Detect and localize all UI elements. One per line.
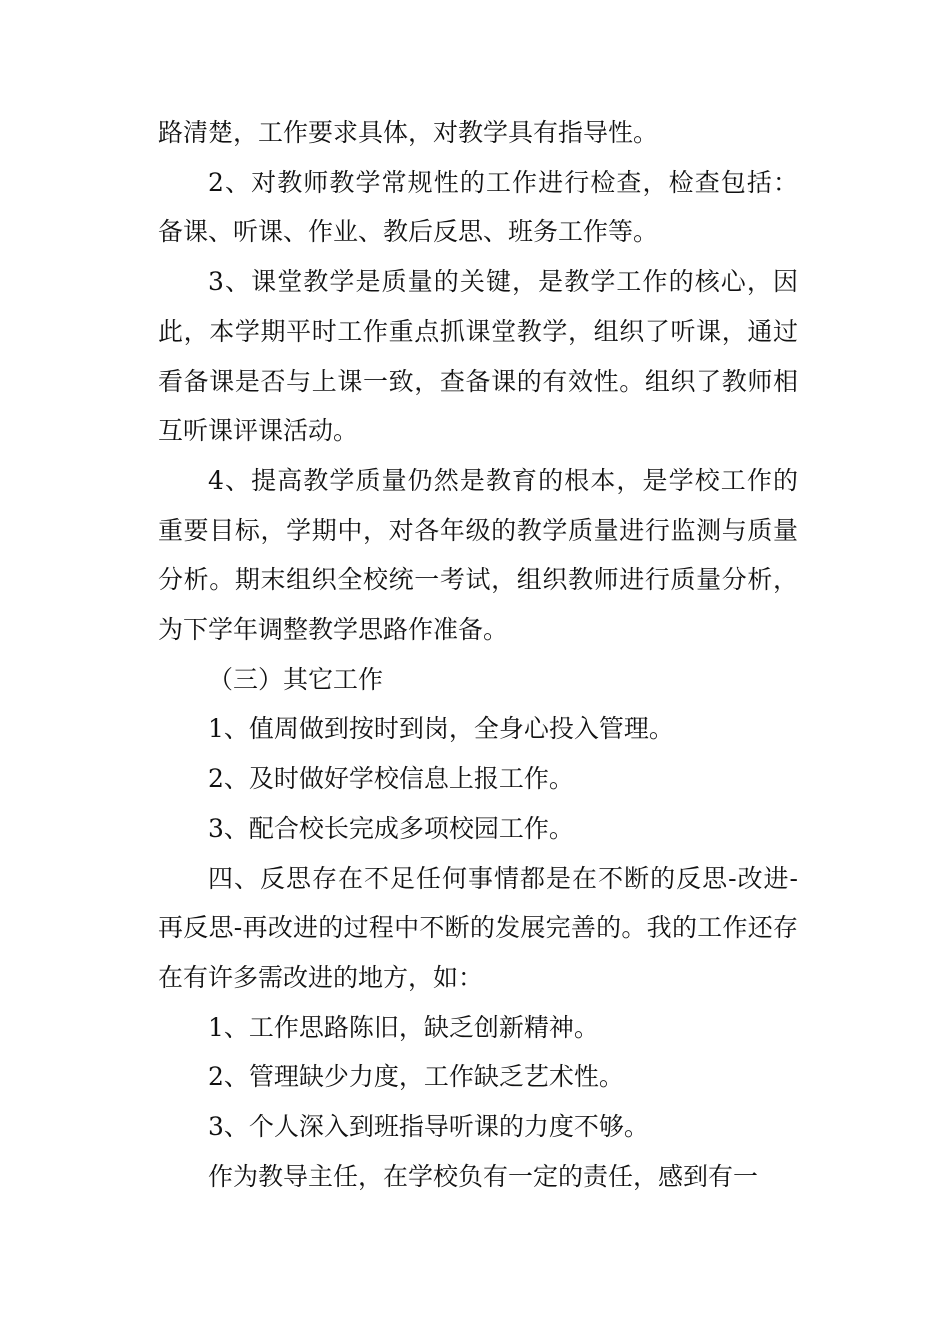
- paragraph-6: 1、值周做到按时到岗，全身心投入管理。: [208, 714, 674, 744]
- section-heading-other-work: （三）其它工作: [208, 664, 384, 694]
- paragraph-10: 1、工作思路陈旧，缺乏创新精神。: [208, 1012, 599, 1042]
- paragraph-8: 3、配合校长完成多项校园工作。: [208, 813, 574, 843]
- paragraph-1: 路清楚，工作要求具体，对教学具有指导性。: [158, 118, 659, 147]
- paragraph-7: 2、及时做好学校信息上报工作。: [208, 764, 574, 794]
- document-body: [158, 108, 798, 1201]
- paragraph-12: 3、个人深入到班指导听课的力度不够。: [208, 1112, 649, 1142]
- paragraph-2: 2、对教师教学常规性的工作进行检查，检查包括：备课、听课、作业、教后反思、班务工作等。: [158, 167, 798, 247]
- paragraph-3: 3、课堂教学是质量的关键，是教学工作的核心，因此，本学期平时工作重点抓课堂教学，组织了听课，通过看备课是否与上课一致，查备课的有效性。组织了教师相互听课评课活动。: [158, 267, 798, 446]
- paragraph-13: 作为教导主任，在学校负有一定的责任，感到有一: [208, 1161, 759, 1191]
- paragraph-9: 四、反思存在不足任何事情都是在不断的反思-改进-再反思-再改进的过程中不断的发展完善的。我的工作还存在有许多需改进的地方，如：: [158, 863, 798, 992]
- paragraph-11: 2、管理缺少力度，工作缺乏艺术性。: [208, 1062, 624, 1092]
- paragraph-4: 4、提高教学质量仍然是教育的根本，是学校工作的重要目标，学期中，对各年级的教学质量进行监测与质量分析。期末组织全校统一考试，组织教师进行质量分析，为下学年调整教学思路作准备。: [158, 465, 798, 645]
